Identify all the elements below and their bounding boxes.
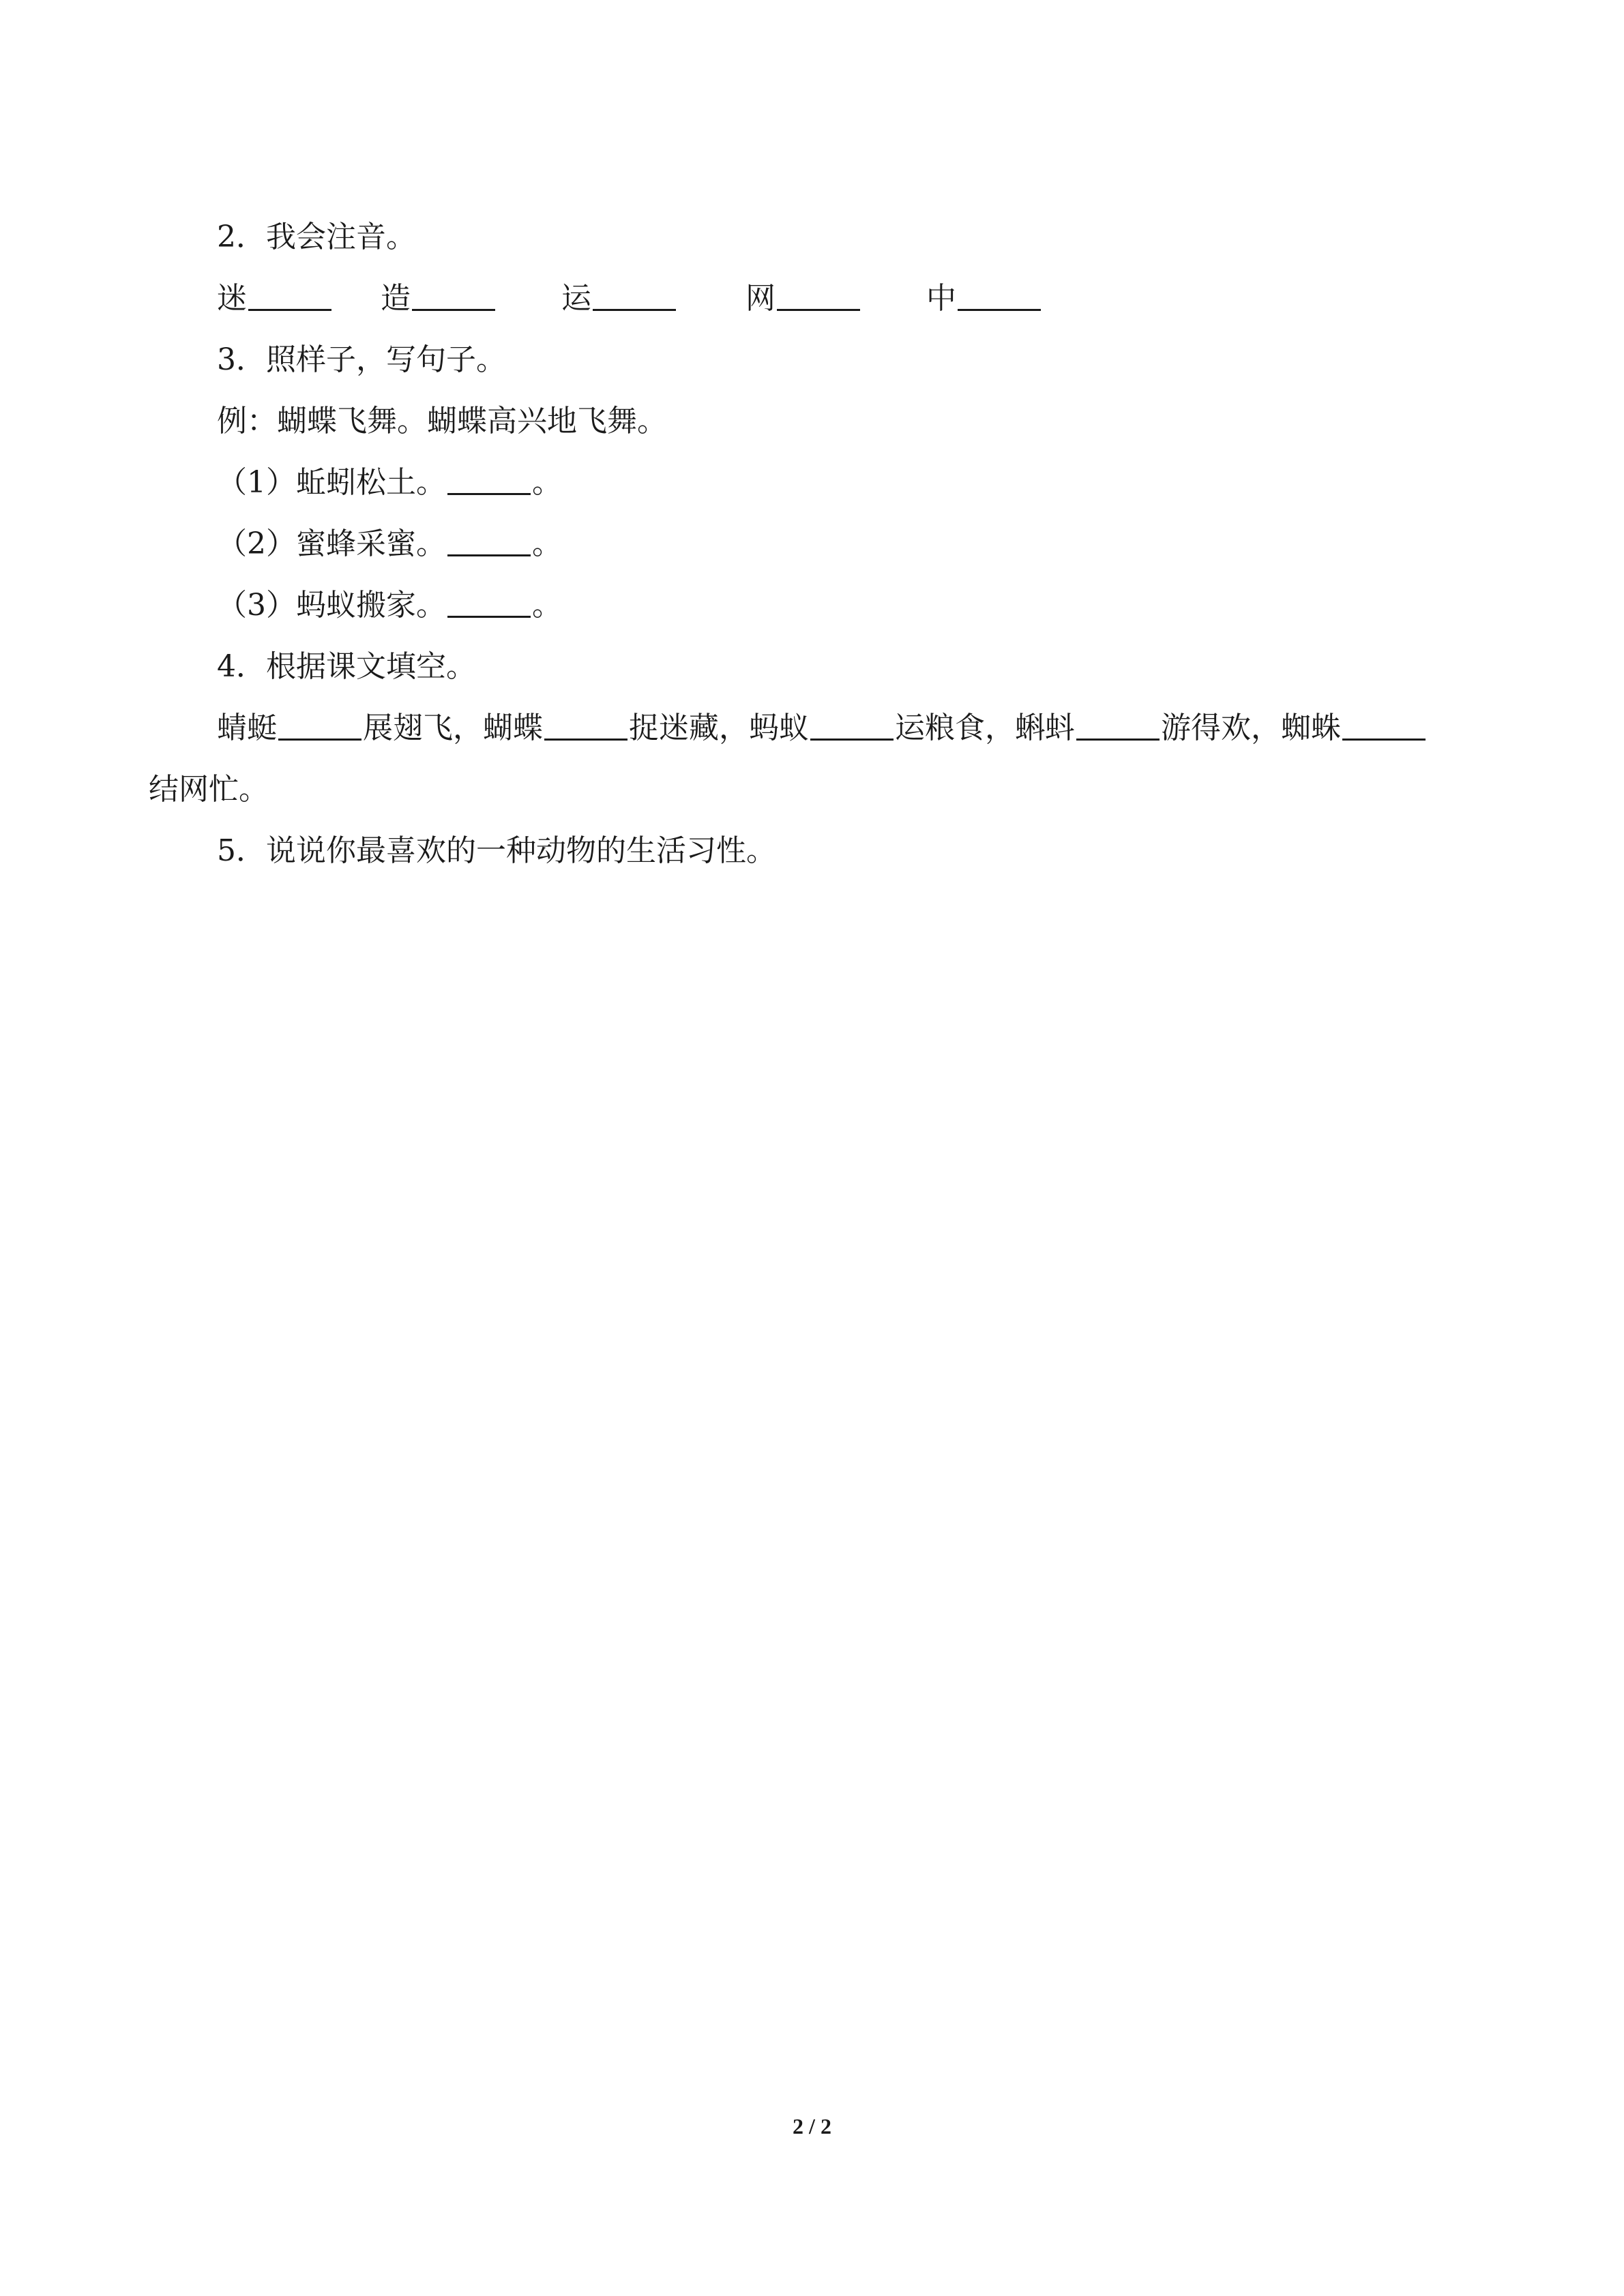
answer-blank[interactable]	[544, 709, 628, 741]
q5-title: 5．说说你最喜欢的一种动物的生活习性。	[217, 833, 776, 868]
q3-example: 例：蝴蝶飞舞。蝴蝶高兴地飞舞。	[217, 404, 667, 438]
q2-item-1: 迷	[217, 278, 333, 319]
answer-blank[interactable]	[447, 586, 531, 618]
q3-item-2: （2）蜜蜂采蜜。 。	[217, 524, 562, 565]
q3-item-3: （3）蚂蚁搬家。 。	[217, 585, 562, 626]
q4-sentence-line-1: 蜻蜓 展翅飞，蝴蝶 捉迷藏，蚂蚁 运粮食，蝌蚪 游得欢，蜘蛛	[217, 708, 1427, 749]
q2-item-3: 运	[561, 278, 677, 319]
q2-item-4: 网	[745, 278, 861, 319]
answer-blank[interactable]	[278, 709, 361, 741]
answer-blank[interactable]	[412, 279, 495, 311]
q4-title: 4．根据课文填空。	[217, 649, 476, 684]
answer-blank[interactable]	[958, 279, 1041, 311]
q3-title: 3．照样子，写句子。	[217, 342, 506, 377]
answer-blank[interactable]	[447, 524, 531, 556]
answer-blank[interactable]	[248, 279, 331, 311]
answer-blank[interactable]	[1076, 709, 1160, 741]
answer-blank[interactable]	[1342, 709, 1426, 741]
q2-title: 2．我会注音。	[217, 220, 416, 254]
q3-item-1: （1）蚯蚓松土。 。	[217, 462, 562, 503]
q2-pinyin-row	[0, 278, 1624, 319]
page-number: 2 / 2	[793, 2114, 831, 2138]
answer-blank[interactable]	[810, 709, 894, 741]
q2-item-2: 造	[381, 278, 497, 319]
q4-sentence-line-2: 结网忙。	[149, 772, 269, 807]
answer-blank[interactable]	[593, 279, 676, 311]
answer-blank[interactable]	[777, 279, 860, 311]
q2-item-5: 中	[926, 278, 1042, 319]
answer-blank[interactable]	[447, 463, 531, 495]
